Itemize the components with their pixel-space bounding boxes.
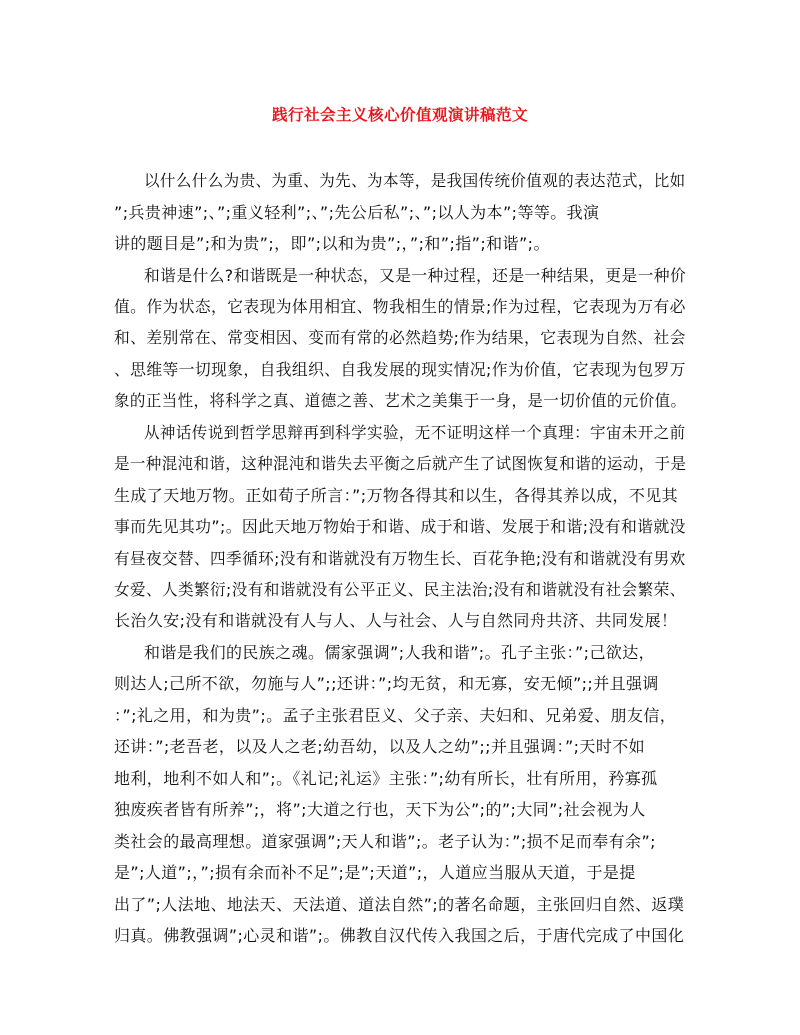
- text-line: 出了”;人法地、地法天、天法道、道法自然”;的著名命题，主张回归自然、返璞: [114, 895, 685, 914]
- document-title: 践行社会主义核心价值观演讲稿范文: [271, 106, 528, 124]
- text-line: 有昼夜交替、四季循环;没有和谐就没有万物生长、百花争艳;没有和谐就没有男欢: [114, 549, 686, 568]
- text-line: 类社会的最高理想。道家强调”;天人和谐”;。老子认为：”;损不足而奉有余”;: [114, 832, 656, 851]
- text-line: 还讲：”;老吾老，以及人之老;幼吾幼，以及人之幼”;;并且强调：”;天时不如: [114, 737, 646, 756]
- text-line: 象的正当性，将科学之真、道德之善、艺术之美集于一身，是一切价值的元价值。: [114, 391, 687, 410]
- text-line: 生成了天地万物。正如荀子所言：”;万物各得其和以生，各得其养以成，不见其: [114, 486, 679, 505]
- text-line: 讲的题目是”;和为贵”;，即”;以和为贵”;，”;和”;指”;和谐”;。: [114, 234, 550, 253]
- text-line: 女爱、人类繁衍;没有和谐就没有公平正义、民主法治;没有和谐就没有社会繁荣、: [114, 580, 686, 599]
- text-line: 值。作为状态，它表现为体用相宜、物我相生的情景;作为过程，它表现为万有必: [114, 297, 686, 316]
- text-line: 地利，地利不如人和”;。《礼记;礼运》主张：”;幼有所长，壮有所用，矜寡孤: [114, 769, 658, 788]
- text-line: 是一种混沌和谐，这种混沌和谐失去平衡之后就产生了试图恢复和谐的运动，于是: [114, 454, 687, 473]
- text-line: 从神话传说到哲学思辩再到科学实验，无不证明这样一个真理：宇宙未开之前: [144, 423, 686, 442]
- text-line: 独废疾者皆有所养”;，将”;大道之行也，天下为公”;的”;大同”;社会视为人: [114, 800, 646, 819]
- text-line: ”;兵贵神速”;、”;重义轻利”;、”;先公后私”;、”;以人为本”;等等。我演: [114, 203, 600, 222]
- text-line: 则达人;己所不欲，勿施与人”;;还讲：”;均无贫，和无寡，安无倾”;;并且强调: [114, 674, 659, 693]
- text-line: 事而先见其功”;。因此天地万物始于和谐、成于和谐、发展于和谐;没有和谐就没: [114, 517, 686, 536]
- text-line: 和谐是我们的民族之魂。儒家强调”;人我和谐”;。孔子主张：”;己欲达，: [144, 643, 656, 662]
- text-line: 归真。佛教强调”;心灵和谐”;。佛教自汉代传入我国之后，于唐代完成了中国化: [114, 926, 685, 945]
- text-line: ：”;礼之用，和为贵”;。孟子主张君臣义、父子亲、夫妇和、兄弟爱、朋友信，: [114, 706, 677, 725]
- text-line: 是”;人道”;，”;损有余而补不足”;是”;天道”;，人道应当服从天道，于是提: [114, 863, 636, 882]
- text-line: 以什么什么为贵、为重、为先、为本等，是我国传统价值观的表达范式，比如: [144, 171, 686, 190]
- text-line: 长治久安;没有和谐就没有人与人、人与社会、人与自然同舟共济、共同发展！: [114, 611, 678, 630]
- text-line: 和谐是什么?和谐既是一种状态，又是一种过程，还是一种结果，更是一种价: [144, 266, 687, 285]
- text-line: 、思维等一切现象，自我组织、自我发展的现实情况;作为价值，它表现为包罗万: [114, 360, 686, 379]
- text-line: 和、差别常在、常变相因、变而有常的必然趋势;作为结果，它表现为自然、社会: [114, 328, 686, 347]
